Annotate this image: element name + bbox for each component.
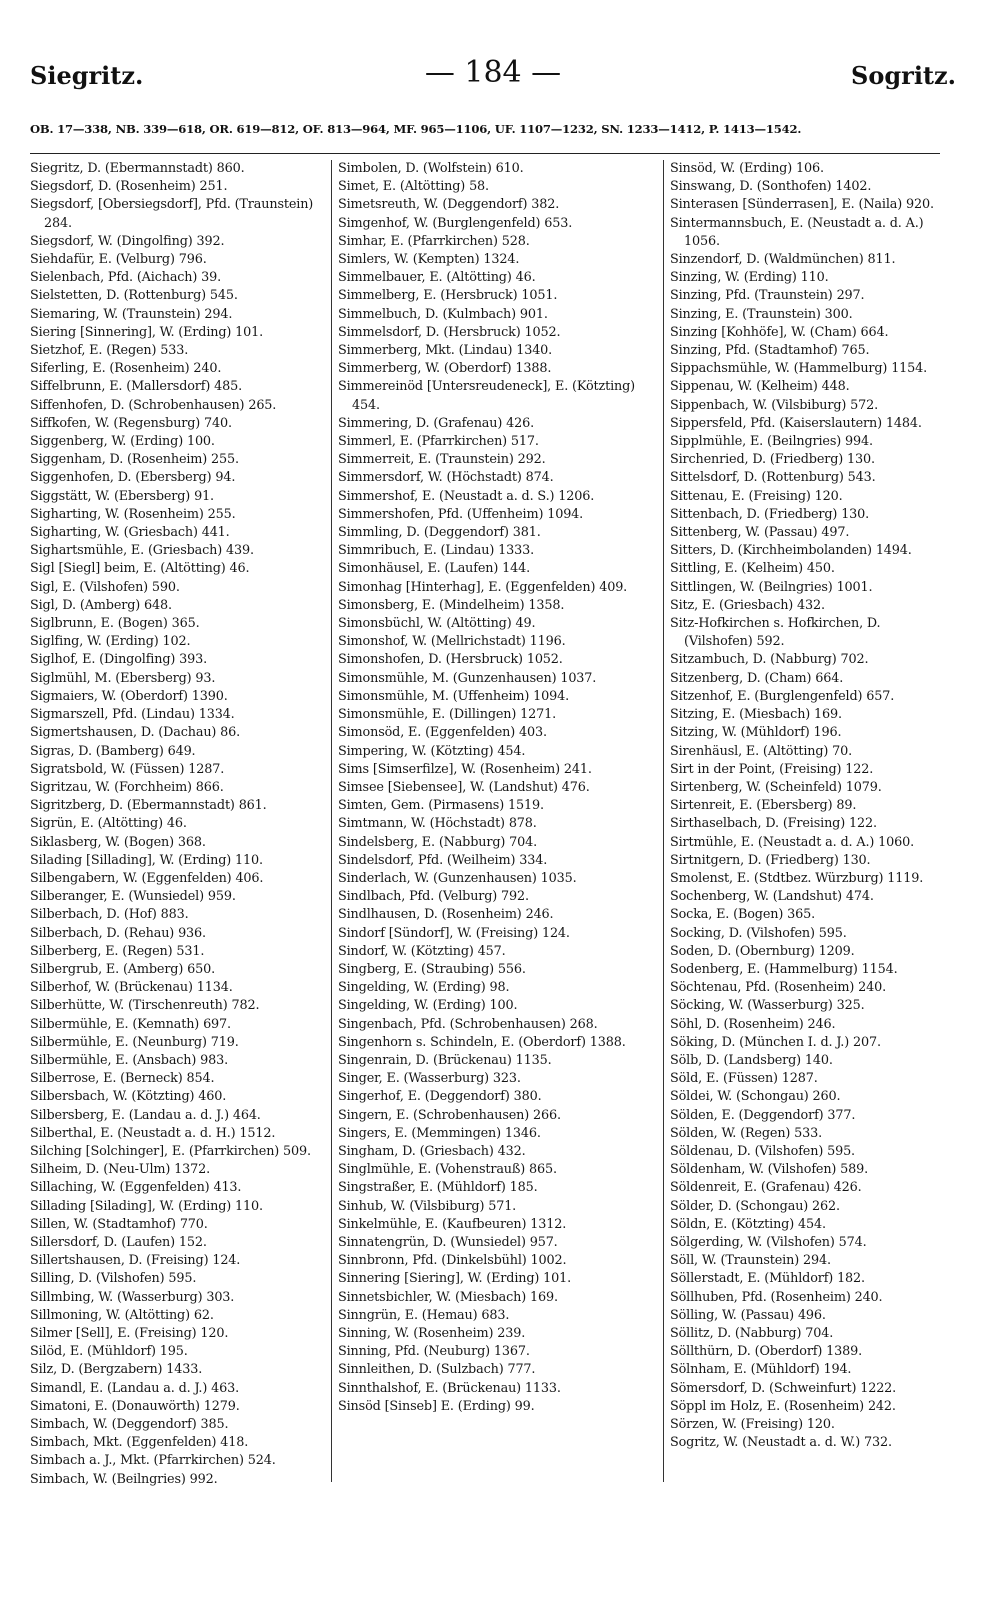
register-entry: Singberg, E. (Straubing) 556.	[338, 961, 526, 977]
register-entry: Singenbach, Pfd. (Schrobenhausen) 268.	[338, 1016, 598, 1032]
register-entry: Siegsdorf, W. (Dingolfing) 392.	[30, 233, 225, 249]
register-entry: Sillersdorf, D. (Laufen) 152.	[30, 1234, 207, 1250]
register-entry: Sittelsdorf, D. (Rottenburg) 543.	[670, 470, 876, 486]
register-entry: Sitters, D. (Kirchheimbolanden) 1494.	[670, 543, 912, 559]
register-entry: Sömersdorf, D. (Schweinfurt) 1222.	[670, 1380, 897, 1396]
register-entry: Söldei, W. (Schongau) 260.	[670, 1089, 841, 1105]
register-entry: Sipplmühle, E. (Beilngries) 994.	[670, 434, 873, 450]
register-entry: Sigritzau, W. (Forchheim) 866.	[30, 779, 224, 795]
register-entry: Silbermühle, E. (Kemnath) 697.	[30, 1016, 231, 1032]
register-entry: Siglfing, W. (Erding) 102.	[30, 634, 191, 650]
register-entry: Sinngrün, E. (Hemau) 683.	[338, 1307, 510, 1323]
register-entry: Söchtenau, Pfd. (Rosenheim) 240.	[670, 980, 887, 996]
register-entry: Silöd, E. (Mühldorf) 195.	[30, 1344, 188, 1360]
register-entry: Sillertshausen, D. (Freising) 124.	[30, 1253, 241, 1269]
register-entry: Sittenbach, D. (Friedberg) 130.	[670, 506, 870, 522]
register-entry: Simmershof, E. (Neustadt a. d. S.) 1206.	[338, 488, 595, 504]
register-entry: Simsee [Siebensee], W. (Landshut) 476.	[338, 779, 590, 795]
register-entry: Sippersfeld, Pfd. (Kaiserslautern) 1484.	[670, 415, 922, 431]
column-divider	[331, 160, 332, 1482]
register-entry: Sinzing, Pfd. (Stadtamhof) 765.	[670, 343, 870, 359]
register-entry: Sims [Simserfilze], W. (Rosenheim) 241.	[338, 761, 592, 777]
register-entry: Sindlbach, Pfd. (Velburg) 792.	[338, 889, 529, 905]
register-entry: Silbermühle, E. (Ansbach) 983.	[30, 1052, 229, 1068]
register-entry: Sogritz, W. (Neustadt a. d. W.) 732.	[670, 1435, 892, 1451]
register-entry: Sinnering [Siering], W. (Erding) 101.	[338, 1271, 572, 1287]
register-entry: Singham, D. (Griesbach) 432.	[338, 1143, 526, 1159]
register-entry: Silading [Sillading], W. (Erding) 110.	[30, 852, 263, 868]
register-entry: Sigrün, E. (Altötting) 46.	[30, 816, 187, 832]
district-abbreviation-key: OB. 17—338, NB. 339—618, OR. 619—812, OF. 813—964, MF. 965—1106, UF. 1107—1232, SN. 1233—1412, P. 1413—1542.	[30, 122, 802, 136]
register-entry: Socking, D. (Vilshofen) 595.	[670, 925, 847, 941]
register-entry: Silbermühle, E. (Neunburg) 719.	[30, 1034, 239, 1050]
register-entry: Silbersberg, E. (Landau a. d. J.) 464.	[30, 1107, 261, 1123]
register-entry: Siffkofen, W. (Regensburg) 740.	[30, 415, 232, 431]
register-entry: Siffelbrunn, E. (Mallersdorf) 485.	[30, 379, 243, 395]
register-entry: Simetsreuth, W. (Deggendorf) 382.	[338, 197, 560, 213]
register-entry: Siggstätt, W. (Ebersberg) 91.	[30, 488, 214, 504]
register-entry: Sitz, E. (Griesbach) 432.	[670, 597, 825, 613]
register-entry: Singern, E. (Schrobenhausen) 266.	[338, 1107, 561, 1123]
register-entry: Simmling, D. (Deggendorf) 381.	[338, 525, 541, 541]
register-entry: Sinnbronn, Pfd. (Dinkelsbühl) 1002.	[338, 1253, 567, 1269]
register-entry: Silbengabern, W. (Eggenfelden) 406.	[30, 870, 264, 886]
register-entry: Sinzendorf, D. (Waldmünchen) 811.	[670, 252, 896, 268]
register-entry: Sinnatengrün, D. (Wunsiedel) 957.	[338, 1234, 558, 1250]
register-entry: Simmelbuch, D. (Kulmbach) 901.	[338, 306, 548, 322]
header-last-entry: Sogritz.	[851, 61, 956, 90]
register-entry: Singlmühle, E. (Vohenstrauß) 865.	[338, 1162, 557, 1178]
register-entry: Sölling, W. (Passau) 496.	[670, 1307, 826, 1323]
register-entry: Siglbrunn, E. (Bogen) 365.	[30, 616, 200, 632]
register-entry: Sinzing, Pfd. (Traunstein) 297.	[670, 288, 865, 304]
register-entry: Sillaching, W. (Eggenfelden) 413.	[30, 1180, 242, 1196]
register-entry: Silz, D. (Bergzabern) 1433.	[30, 1362, 203, 1378]
register-entry: Söllhuben, Pfd. (Rosenheim) 240.	[670, 1289, 883, 1305]
register-entry: Simmelbauer, E. (Altötting) 46.	[338, 270, 536, 286]
register-entry: Sindorf, W. (Kötzting) 457.	[338, 943, 506, 959]
register-entry: Siffenhofen, D. (Schrobenhausen) 265.	[30, 397, 277, 413]
register-entry: Sighartsmühle, E. (Griesbach) 439.	[30, 543, 254, 559]
register-entry: Simandl, E. (Landau a. d. J.) 463.	[30, 1380, 240, 1396]
register-entry: Sirtnitgern, D. (Friedberg) 130.	[670, 852, 871, 868]
register-entry: Sigharting, W. (Rosenheim) 255.	[30, 506, 236, 522]
register-entry: Simmershofen, Pfd. (Uffenheim) 1094.	[338, 506, 584, 522]
register-entry: Siglhof, E. (Dingolfing) 393.	[30, 652, 208, 668]
register-entry: Singelding, W. (Erding) 98.	[338, 980, 510, 996]
register-entry: Simonsmühle, M. (Uffenheim) 1094.	[338, 688, 570, 704]
register-entry: Siferling, E. (Rosenheim) 240.	[30, 361, 222, 377]
register-entry: Sittenau, E. (Freising) 120.	[670, 488, 843, 504]
register-entry: Simonsbüchl, W. (Altötting) 49.	[338, 616, 536, 632]
register-entry: Sirtenreit, E. (Ebersberg) 89.	[670, 798, 857, 814]
register-entry: Siggenhofen, D. (Ebersberg) 94.	[30, 470, 236, 486]
register-entry: Söking, D. (München I. d. J.) 207.	[670, 1034, 881, 1050]
register-entry: Sirtenberg, W. (Scheinfeld) 1079.	[670, 779, 882, 795]
register-entry: Silling, D. (Vilshofen) 595.	[30, 1271, 197, 1287]
register-entry: Simonshof, W. (Mellrichstadt) 1196.	[338, 634, 566, 650]
register-entry: Sippenbach, W. (Vilsbiburg) 572.	[670, 397, 879, 413]
register-entry: Söldn, E. (Kötzting) 454.	[670, 1216, 826, 1232]
register-entry: Simonsberg, E. (Mindelheim) 1358.	[338, 597, 565, 613]
register-entry: Sindorf [Sündorf], W. (Freising) 124.	[338, 925, 570, 941]
register-entry: Silberhof, W. (Brückenau) 1134.	[30, 980, 233, 996]
register-entry: Sirchenried, D. (Friedberg) 130.	[670, 452, 875, 468]
register-entry: Siggenberg, W. (Erding) 100.	[30, 434, 215, 450]
register-entry: Sigl [Siegl] beim, E. (Altötting) 46.	[30, 561, 250, 577]
register-entry: Söcking, W. (Wasserburg) 325.	[670, 998, 865, 1014]
register-entry: Söllthürn, D. (Oberdorf) 1389.	[670, 1344, 863, 1360]
register-entry: Singers, E. (Memmingen) 1346.	[338, 1125, 541, 1141]
register-entry: Simhar, E. (Pfarrkirchen) 528.	[338, 233, 530, 249]
register-entry: Sölden, W. (Regen) 533.	[670, 1125, 823, 1141]
register-entry: Sinkelmühle, E. (Kaufbeuren) 1312.	[338, 1216, 567, 1232]
register-entry: Simmerberg, W. (Oberdorf) 1388.	[338, 361, 552, 377]
register-entry: Sochenberg, W. (Landshut) 474.	[670, 889, 874, 905]
register-entry: Sittlingen, W. (Beilngries) 1001.	[670, 579, 873, 595]
register-entry: Simmerberg, Mkt. (Lindau) 1340.	[338, 343, 553, 359]
register-entry: Simgenhof, W. (Burglengenfeld) 653.	[338, 215, 573, 231]
register-entry: Sittenberg, W. (Passau) 497.	[670, 525, 850, 541]
register-entry: Sigritzberg, D. (Ebermannstadt) 861.	[30, 798, 267, 814]
header-first-entry: Siegritz.	[30, 61, 144, 90]
register-entry: Söldenau, D. (Vilshofen) 595.	[670, 1143, 855, 1159]
register-entry: Simlers, W. (Kempten) 1324.	[338, 252, 520, 268]
register-entry: Singerhof, E. (Deggendorf) 380.	[338, 1089, 542, 1105]
register-entry: Sirtmühle, E. (Neustadt a. d. A.) 1060.	[670, 834, 915, 850]
register-entry: Sillmoning, W. (Altötting) 62.	[30, 1307, 214, 1323]
register-entry: Simonsöd, E. (Eggenfelden) 403.	[338, 725, 547, 741]
register-entry: Simmelberg, E. (Hersbruck) 1051.	[338, 288, 558, 304]
register-entry: Sillading [Silading], W. (Erding) 110.	[30, 1198, 263, 1214]
register-entry: Sinnleithen, D. (Sulzbach) 777.	[338, 1362, 536, 1378]
register-entry: Sinderlach, W. (Gunzenhausen) 1035.	[338, 870, 577, 886]
register-entry: Sigmertshausen, D. (Dachau) 86.	[30, 725, 241, 741]
register-entry: Sigl, D. (Amberg) 648.	[30, 597, 172, 613]
register-entry: Sigratsbold, W. (Füssen) 1287.	[30, 761, 225, 777]
register-entry: Sigharting, W. (Griesbach) 441.	[30, 525, 230, 541]
register-entry: Sindelsdorf, Pfd. (Weilheim) 334.	[338, 852, 548, 868]
register-entry: Siggenham, D. (Rosenheim) 255.	[30, 452, 239, 468]
register-entry: Smolenst, E. (Stdtbez. Würzburg) 1119.	[670, 870, 924, 886]
register-entry: Sinnetsbichler, W. (Miesbach) 169.	[338, 1289, 558, 1305]
register-entry: Sörzen, W. (Freising) 120.	[670, 1417, 835, 1433]
register-entry: Sinning, Pfd. (Neuburg) 1367.	[338, 1344, 530, 1360]
register-entry: Sirenhäusl, E. (Altötting) 70.	[670, 743, 853, 759]
register-entry: Singenhorn s. Schindeln, E. (Oberdorf) 1388.	[338, 1034, 626, 1050]
register-entry: Simmelsdorf, D. (Hersbruck) 1052.	[338, 324, 561, 340]
register-entry: Sippachsmühle, W. (Hammelburg) 1154.	[670, 361, 928, 377]
register-entry: Simmering, D. (Grafenau) 426.	[338, 415, 535, 431]
register-entry: Simonhäusel, E. (Laufen) 144.	[338, 561, 531, 577]
register-entry: Simtmann, W. (Höchstadt) 878.	[338, 816, 537, 832]
register-entry: Sinswang, D. (Sonthofen) 1402.	[670, 179, 872, 195]
register-entry: Sitzambuch, D. (Nabburg) 702.	[670, 652, 869, 668]
register-entry: Simmerl, E. (Pfarrkirchen) 517.	[338, 434, 539, 450]
column-divider	[663, 160, 664, 1482]
register-entry: Sigras, D. (Bamberg) 649.	[30, 743, 196, 759]
register-entry: Sinzing, E. (Traunstein) 300.	[670, 306, 853, 322]
register-entry: Silheim, D. (Neu-Ulm) 1372.	[30, 1162, 211, 1178]
register-entry: Sillen, W. (Stadtamhof) 770.	[30, 1216, 208, 1232]
register-entry: Sietzhof, E. (Regen) 533.	[30, 343, 189, 359]
register-entry: Sippenau, W. (Kelheim) 448.	[670, 379, 850, 395]
register-entry: Simmribuch, E. (Lindau) 1333.	[338, 543, 535, 559]
register-entry: Simbach, W. (Deggendorf) 385.	[30, 1417, 229, 1433]
register-entry: Sinzing, W. (Erding) 110.	[670, 270, 829, 286]
register-entry: Simet, E. (Altötting) 58.	[338, 179, 489, 195]
register-entry: Söllerstadt, E. (Mühldorf) 182.	[670, 1271, 865, 1287]
register-entry: Sölnham, E. (Mühldorf) 194.	[670, 1362, 852, 1378]
register-entry: Sinzing [Kohhöfe], W. (Cham) 664.	[670, 324, 889, 340]
register-entry: Simonshofen, D. (Hersbruck) 1052.	[338, 652, 563, 668]
register-entry: Simatoni, E. (Donauwörth) 1279.	[30, 1398, 240, 1414]
register-entry: Siegritz, D. (Ebermannstadt) 860.	[30, 161, 245, 176]
register-entry: Silbersbach, W. (Kötzting) 460.	[30, 1089, 227, 1105]
register-entry: Sölder, D. (Schongau) 262.	[670, 1198, 840, 1214]
register-entry: Söld, E. (Füssen) 1287.	[670, 1071, 818, 1087]
register-entry: Simten, Gem. (Pirmasens) 1519.	[338, 798, 544, 814]
register-entry: Silberbach, D. (Hof) 883.	[30, 907, 189, 923]
register-entry: Sigl, E. (Vilshofen) 590.	[30, 579, 180, 595]
register-entry: Singstraßer, E. (Mühldorf) 185.	[338, 1180, 538, 1196]
register-entry: Sitzing, E. (Miesbach) 169.	[670, 707, 842, 723]
register-entry: Sitzenhof, E. (Burglengenfeld) 657.	[670, 688, 895, 704]
register-entry: Siglmühl, M. (Ebersberg) 93.	[30, 670, 216, 686]
register-entry: Simbach, W. (Beilngries) 992.	[30, 1471, 218, 1487]
register-entry: Söllitz, D. (Nabburg) 704.	[670, 1326, 834, 1341]
register-entry: Simonsmühle, E. (Dillingen) 1271.	[338, 707, 557, 723]
register-entry: Sinnthalshof, E. (Brückenau) 1133.	[338, 1380, 561, 1396]
register-entry: Simonsmühle, M. (Gunzenhausen) 1037.	[338, 670, 597, 686]
register-entry: Siklasberg, W. (Bogen) 368.	[30, 834, 206, 850]
register-entry: Silmer [Sell], E. (Freising) 120.	[30, 1326, 229, 1341]
page-header	[30, 55, 956, 95]
register-entry: Söldenreit, E. (Grafenau) 426.	[670, 1180, 862, 1196]
register-entry: Sitzenberg, D. (Cham) 664.	[670, 670, 844, 686]
register-entry: Silbergrub, E. (Amberg) 650.	[30, 961, 215, 977]
register-entry: Sintermannsbuch, E. (Neustadt a. d. A.) 1056.	[670, 215, 924, 249]
register-entry: Simmersdorf, W. (Höchstadt) 874.	[338, 470, 554, 486]
register-entry: Siemaring, W. (Traunstein) 294.	[30, 306, 233, 322]
register-entry: Silching [Solchinger], E. (Pfarrkirchen) 509.	[30, 1143, 311, 1159]
register-entry: Siering [Sinnering], W. (Erding) 101.	[30, 324, 264, 340]
header-rule	[30, 153, 940, 154]
register-entry: Sinhub, W. (Vilsbiburg) 571.	[338, 1198, 517, 1214]
register-entry: Siehdafür, E. (Velburg) 796.	[30, 252, 207, 268]
register-entry: Simonhag [Hinterhag], E. (Eggenfelden) 409.	[338, 579, 628, 595]
register-entry: Sinsöd, W. (Erding) 106.	[670, 161, 824, 176]
register-entry: Socka, E. (Bogen) 365.	[670, 907, 815, 923]
register-entry: Simmereinöd [Untersreudeneck], E. (Kötzting) 454.	[338, 379, 636, 413]
register-entry: Sodenberg, E. (Hammelburg) 1154.	[670, 961, 898, 977]
register-entry: Sölden, E. (Deggendorf) 377.	[670, 1107, 856, 1123]
register-entry: Simpering, W. (Kötzting) 454.	[338, 743, 526, 759]
register-entry: Silberrose, E. (Berneck) 854.	[30, 1071, 215, 1087]
column-1	[30, 160, 326, 1487]
register-entry: Sinning, W. (Rosenheim) 239.	[338, 1326, 526, 1341]
register-entry: Siegsdorf, [Obersiegsdorf], Pfd. (Traunstein) 284.	[30, 197, 314, 231]
register-entry: Sirt in der Point, (Freising) 122.	[670, 761, 874, 777]
page-number: — 184 —	[424, 55, 562, 90]
register-entry: Simbach a. J., Mkt. (Pfarrkirchen) 524.	[30, 1453, 276, 1469]
register-entry: Silberanger, E. (Wunsiedel) 959.	[30, 889, 236, 905]
register-entry: Silberhütte, W. (Tirschenreuth) 782.	[30, 998, 260, 1014]
register-entry: Sittling, E. (Kelheim) 450.	[670, 561, 835, 577]
register-entry: Sillmbing, W. (Wasserburg) 303.	[30, 1289, 235, 1305]
register-entry: Soden, D. (Obernburg) 1209.	[670, 943, 855, 959]
register-entry: Sindlhausen, D. (Rosenheim) 246.	[338, 907, 554, 923]
register-entry: Söll, W. (Traunstein) 294.	[670, 1253, 831, 1269]
register-entry: Sigmarszell, Pfd. (Lindau) 1334.	[30, 707, 235, 723]
register-entry: Singenrain, D. (Brückenau) 1135.	[338, 1052, 552, 1068]
column-2	[338, 160, 638, 1480]
register-entry: Sitz-Hofkirchen s. Hofkirchen, D. (Vilshofen) 592.	[670, 616, 881, 650]
register-entry: Simmerreit, E. (Traunstein) 292.	[338, 452, 546, 468]
register-entry: Sölb, D. (Landsberg) 140.	[670, 1052, 833, 1068]
column-3	[670, 160, 946, 1480]
register-entry: Sielenbach, Pfd. (Aichach) 39.	[30, 270, 222, 286]
register-entry: Söldenham, W. (Vilshofen) 589.	[670, 1162, 869, 1178]
register-entry: Siegsdorf, D. (Rosenheim) 251.	[30, 179, 228, 195]
register-entry: Sielstetten, D. (Rottenburg) 545.	[30, 288, 238, 304]
register-entry: Söhl, D. (Rosenheim) 246.	[670, 1016, 836, 1032]
register-entry: Simbach, Mkt. (Eggenfelden) 418.	[30, 1435, 249, 1451]
register-entry: Singelding, W. (Erding) 100.	[338, 998, 518, 1014]
register-entry: Söppl im Holz, E. (Rosenheim) 242.	[670, 1398, 896, 1414]
register-entry: Silberberg, E. (Regen) 531.	[30, 943, 205, 959]
register-entry: Sirthaselbach, D. (Freising) 122.	[670, 816, 877, 832]
register-entry: Sindelsberg, E. (Nabburg) 704.	[338, 834, 538, 850]
register-entry: Silberbach, D. (Rehau) 936.	[30, 925, 206, 941]
register-entry: Sölgerding, W. (Vilshofen) 574.	[670, 1234, 867, 1250]
register-entry: Sinsöd [Sinseb] E. (Erding) 99.	[338, 1398, 535, 1414]
register-entry: Singer, E. (Wasserburg) 323.	[338, 1071, 521, 1087]
register-entry: Sinterasen [Sünderrasen], E. (Naila) 920.	[670, 197, 934, 213]
register-entry: Silberthal, E. (Neustadt a. d. H.) 1512.	[30, 1125, 276, 1141]
register-entry: Sigmaiers, W. (Oberdorf) 1390.	[30, 688, 228, 704]
register-entry: Simbolen, D. (Wolfstein) 610.	[338, 161, 524, 176]
register-entry: Sitzing, W. (Mühldorf) 196.	[670, 725, 842, 741]
